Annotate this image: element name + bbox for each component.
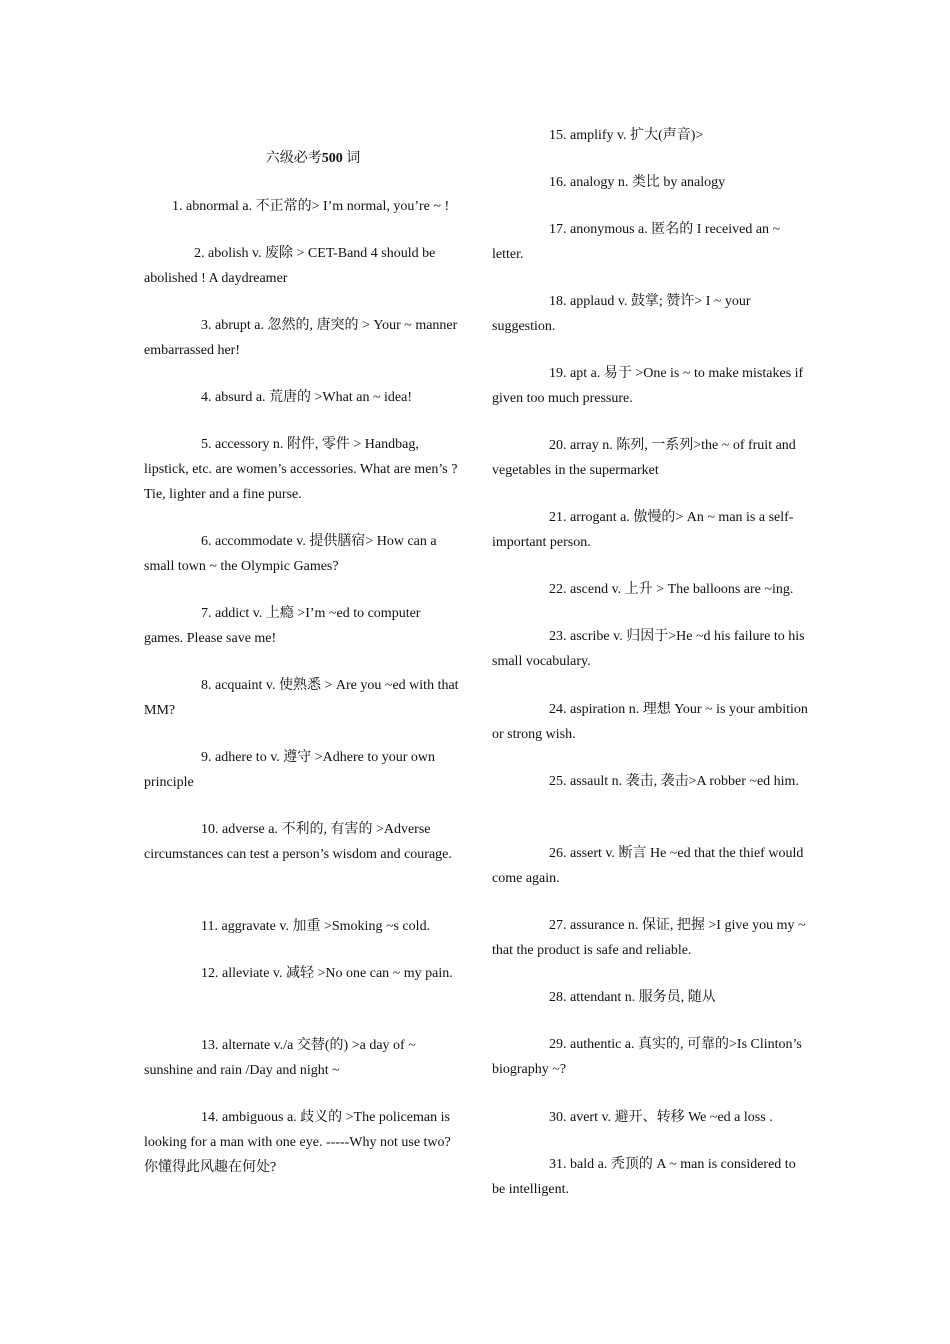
vocab-entry: 4. absurd a. 荒唐的 >What an ~ idea! — [201, 390, 413, 405]
vocab-entry: 3. abrupt a. 忽然的, 唐突的 > Your ~ manner embarrassed her! — [144, 318, 458, 358]
vocab-entry: 5. accessory n. 附件, 零件 > Handbag, lipstick, etc. are women’s accessories. What are men’s ? Tie, lighter and a fine purse. — [144, 437, 458, 502]
vocab-entry: 18. applaud v. 鼓掌; 赞许> I ~ your suggestion. — [492, 294, 751, 334]
vocab-entry: 22. ascend v. 上升 > The balloons are ~ing. — [549, 582, 794, 597]
vocab-entry: 12. alleviate v. 减轻 >No one can ~ my pain. — [201, 966, 453, 981]
vocab-entry: 16. analogy n. 类比 by analogy — [549, 175, 726, 190]
vocab-entry: 1. abnormal a. 不正常的> I’m normal, you’re ~ ! — [172, 199, 450, 214]
title-number: 500 — [321, 151, 343, 166]
vocab-entry: 10. adverse a. 不利的, 有害的 >Adverse circumstances can test a person’s wisdom and courage. — [144, 822, 452, 862]
vocab-entry: 17. anonymous a. 匿名的 I received an ~ letter. — [492, 222, 781, 262]
vocab-entry: 13. alternate v./a 交替(的) >a day of ~ sunshine and rain /Day and night ~ — [144, 1038, 416, 1078]
vocab-entry: 23. ascribe v. 归因于>He ~d his failure to his small vocabulary. — [492, 629, 805, 669]
vocab-entry: 25. assault n. 袭击, 袭击>A robber ~ed him. — [549, 774, 799, 789]
vocab-entry: 26. assert v. 断言 He ~ed that the thief would come again. — [492, 846, 804, 886]
vocab-entry: 6. accommodate v. 提供膳宿> How can a small town ~ the Olympic Games? — [144, 534, 437, 574]
vocab-entry: 7. addict v. 上瘾 >I’m ~ed to computer games. Please save me! — [144, 606, 421, 646]
vocab-entry: 9. adhere to v. 遵守 >Adhere to your own principle — [144, 750, 436, 790]
vocab-entry: 21. arrogant a. 傲慢的> An ~ man is a self-important person. — [492, 510, 794, 550]
vocab-entry: 28. attendant n. 服务员, 随从 — [549, 990, 716, 1005]
vocab-entry: 11. aggravate v. 加重 >Smoking ~s cold. — [201, 919, 431, 934]
title-prefix: 六级必考 — [265, 151, 322, 166]
vocab-entry: 30. avert v. 避开、转移 We ~ed a loss . — [549, 1110, 773, 1125]
document-title — [144, 146, 462, 171]
vocab-entry: 14. ambiguous a. 歧义的 >The policeman is looking for a man with one eye. -----Why not use two? 你懂得此风趣在何处? — [144, 1110, 451, 1175]
vocab-entry: 24. aspiration n. 理想 Your ~ is your ambition or strong wish. — [492, 702, 808, 742]
vocab-entry: 2. abolish v. 废除 > CET-Band 4 should be abolished ! A daydreamer — [144, 246, 436, 286]
vocab-entry: 31. bald a. 秃顶的 A ~ man is considered to be intelligent. — [492, 1157, 796, 1197]
vocab-entry: 15. amplify v. 扩大(声音)> — [549, 128, 704, 143]
vocab-entry: 20. array n. 陈列, 一系列>the ~ of fruit and vegetables in the supermarket — [492, 438, 796, 478]
title-suffix: 词 — [342, 151, 361, 166]
vocab-entry: 27. assurance n. 保证, 把握 >I give you my ~ that the product is safe and reliable. — [492, 918, 806, 958]
vocab-entry: 29. authentic a. 真实的, 可靠的>Is Clinton’s biography ~? — [492, 1037, 802, 1077]
vocab-entry: 19. apt a. 易于 >One is ~ to make mistakes if given too much pressure. — [492, 366, 804, 406]
vocab-entry: 8. acquaint v. 使熟悉 > Are you ~ed with that MM? — [144, 678, 459, 718]
